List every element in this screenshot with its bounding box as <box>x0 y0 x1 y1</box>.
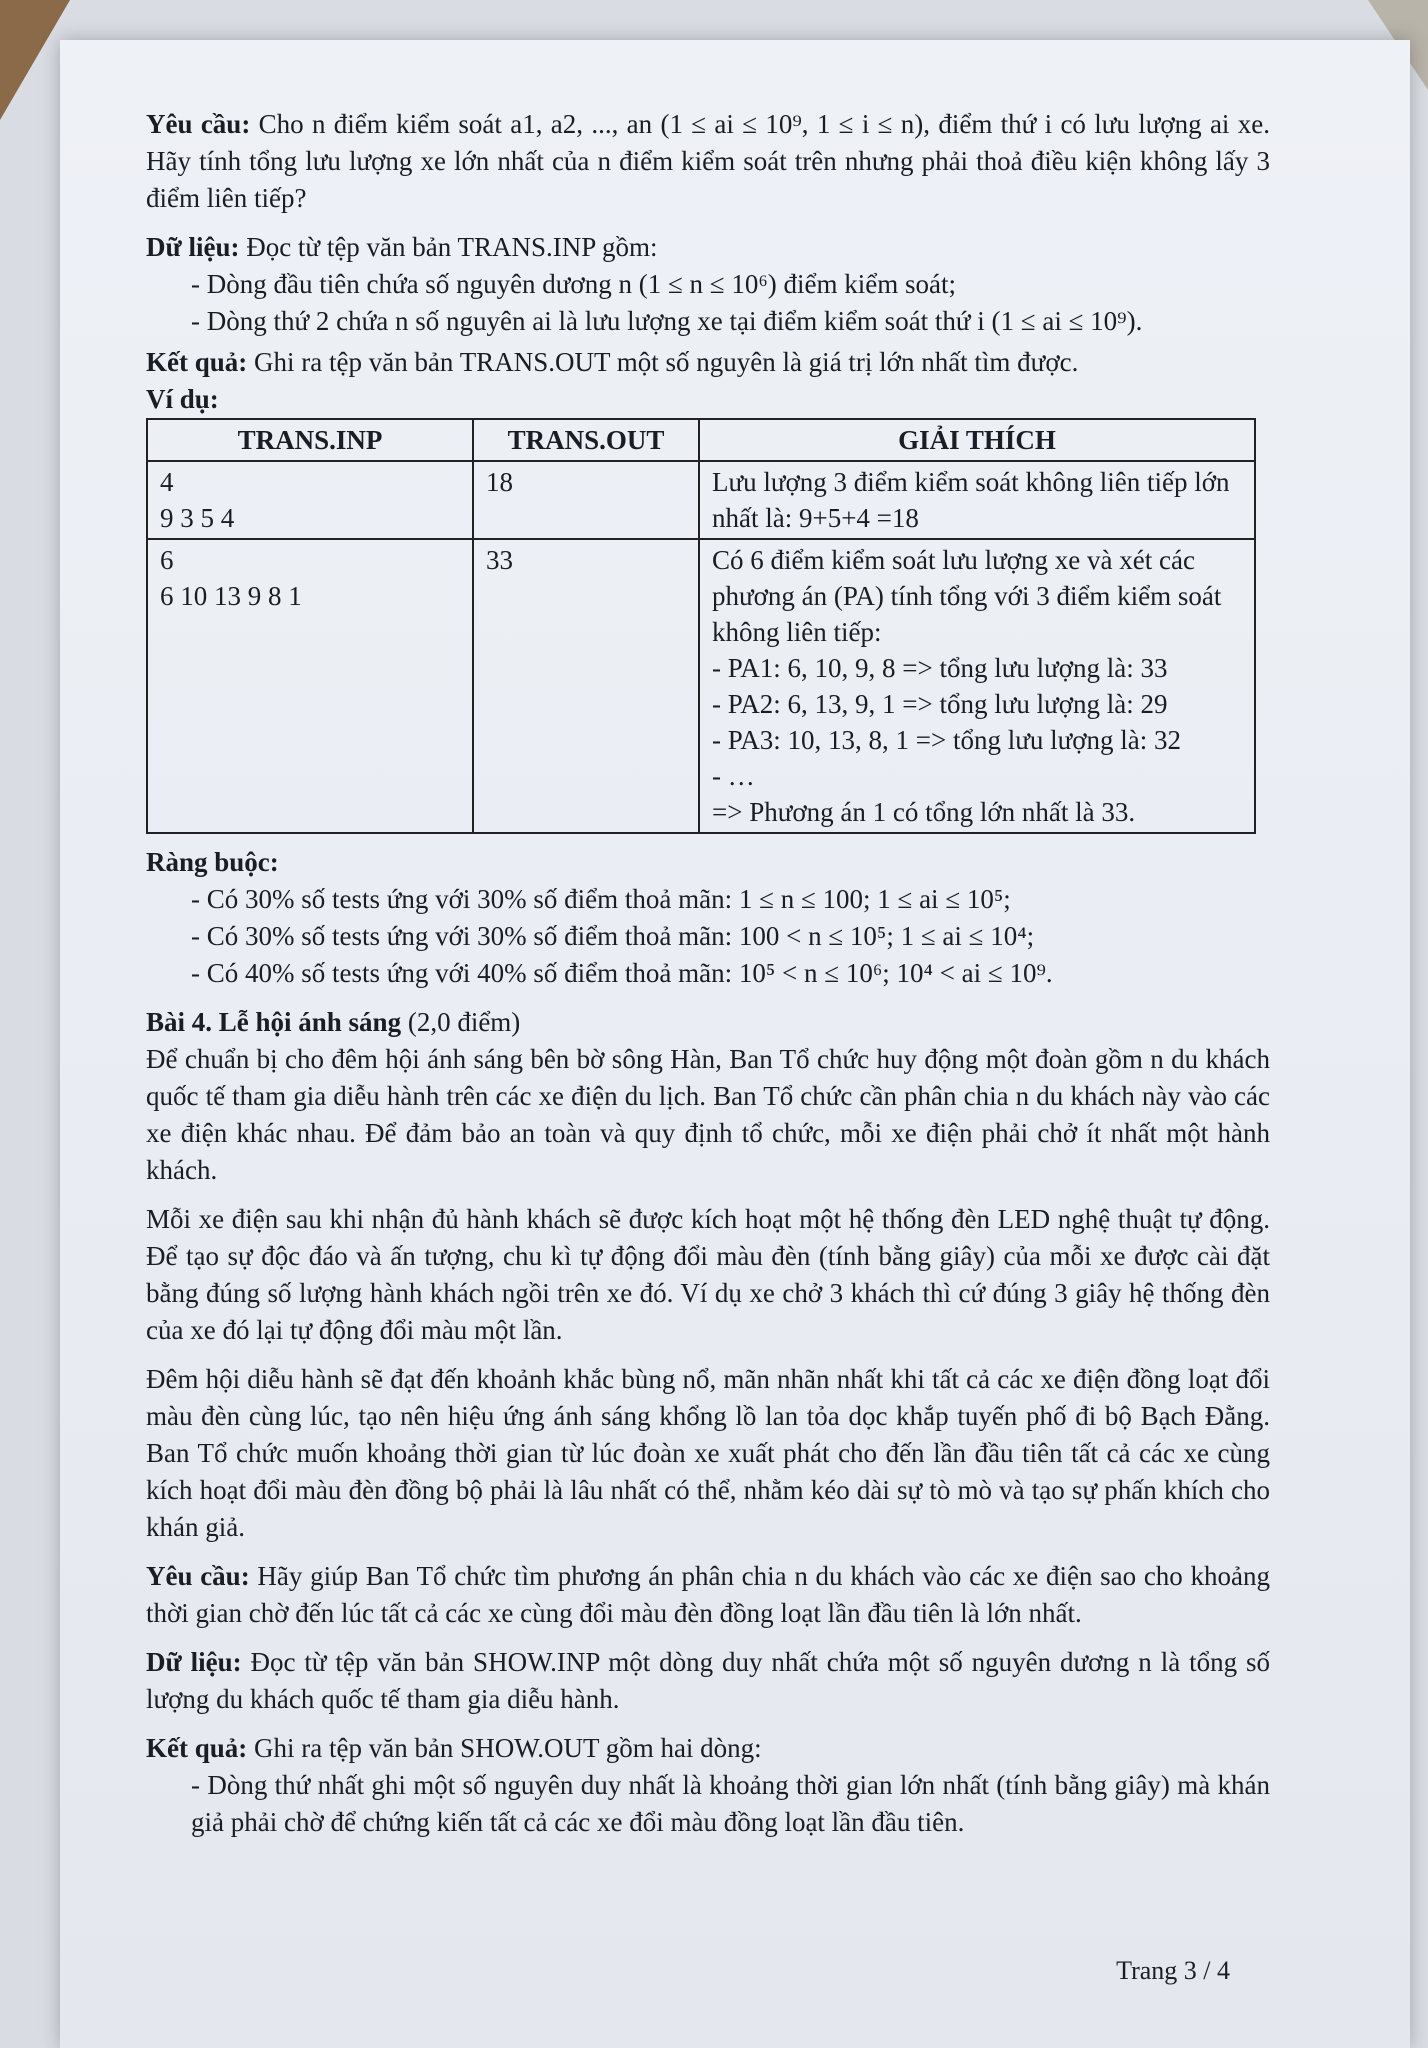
header-explain: GIẢI THÍCH <box>699 419 1255 461</box>
problem4-paragraph-3: Đêm hội diễu hành sẽ đạt đến khoảnh khắc bùng nổ, mãn nhãn nhất khi tất cả các xe điện đồng loạt đổi màu đèn cùng lúc, tạo nên hiệu ứng ánh sáng khổng lồ lan tỏa dọc khắp tuyến phố đi bộ Bạch Đằng. Ban Tổ chức muốn khoảng thời gian từ lúc đoàn xe xuất phát cho đến lần đầu tiên tất cả các xe cùng kích hoạt đổi màu đèn đồng bộ phải là lâu nhất có thể, nhằm kéo dài sự tò mò và tạo sự phấn khích cho khán giả. <box>146 1364 1270 1542</box>
problem4-requirement-label: Yêu cầu: <box>146 1561 250 1591</box>
constraint-line-3: - Có 40% số tests ứng với 40% số điểm thoả mãn: 10⁵ < n ≤ 10⁶; 10⁴ < ai ≤ 10⁹. <box>191 958 1053 988</box>
constraints-label: Ràng buộc: <box>146 847 279 877</box>
header-trans-out: TRANS.OUT <box>473 419 699 461</box>
example-label: Ví dụ: <box>146 384 219 414</box>
problem4-output-line-1: - Dòng thứ nhất ghi một số nguyên duy nhất là khoảng thời gian lớn nhất (tính bằng giây) mà khán giả phải chờ để chứng kiến tất cả các xe đổi màu đồng loạt lần đầu tiên. <box>191 1770 1270 1837</box>
input-line-2: - Dòng thứ 2 chứa n số nguyên ai là lưu lượng xe tại điểm kiểm soát thứ i (1 ≤ ai ≤ 10⁹). <box>191 306 1143 336</box>
problem4-points: (2,0 điểm) <box>407 1007 521 1037</box>
cell-out: 18 <box>473 461 699 539</box>
problem4-heading <box>146 1004 1270 1041</box>
constraint-line-2: - Có 30% số tests ứng với 30% số điểm thoả mãn: 100 < n ≤ 10⁵; 1 ≤ ai ≤ 10⁴; <box>191 921 1035 951</box>
input-label: Dữ liệu: <box>146 232 240 262</box>
cell-explain: Có 6 điểm kiểm soát lưu lượng xe và xét các phương án (PA) tính tổng với 3 điểm kiểm soát không liên tiếp: - PA1: 6, 10, 9, 8 => tổng lưu lượng là: 33 - PA2: 6, 13, 9, 1 => tổng lưu lượng là: 29 - PA3: 10, 13, 8, 1 => tổng lưu lượng là: 32 - … => Phương án 1 có tổng lớn nhất là 33. <box>699 539 1255 833</box>
input-text: Đọc từ tệp văn bản TRANS.INP gồm: <box>246 232 658 262</box>
problem4-title: Bài 4. Lễ hội ánh sáng <box>146 1007 402 1037</box>
requirement-label: Yêu cầu: <box>146 109 251 139</box>
cell-inp: 4 9 3 5 4 <box>147 461 473 539</box>
problem4-output-text: Ghi ra tệp văn bản SHOW.OUT gồm hai dòng: <box>254 1733 762 1763</box>
example-table <box>146 418 1256 834</box>
output-text: Ghi ra tệp văn bản TRANS.OUT một số nguyên là giá trị lớn nhất tìm được. <box>254 347 1079 377</box>
page-content <box>146 106 1270 1841</box>
table-row <box>147 461 1255 539</box>
example-table-header <box>147 419 1255 461</box>
input-line-1: - Dòng đầu tiên chứa số nguyên dương n (1 ≤ n ≤ 10⁶) điểm kiểm soát; <box>191 269 956 299</box>
page-number: Trang 3 / 4 <box>1116 1956 1230 1985</box>
cell-explain: Lưu lượng 3 điểm kiểm soát không liên tiếp lớn nhất là: 9+5+4 =18 <box>699 461 1255 539</box>
input-section <box>146 229 1270 266</box>
problem4-paragraph-1: Để chuẩn bị cho đêm hội ánh sáng bên bờ sông Hàn, Ban Tổ chức huy động một đoàn gồm n du khách quốc tế tham gia diễu hành trên các xe điện du lịch. Ban Tổ chức cần phân chia n du khách này vào các xe điện khác nhau. Để đảm bảo an toàn và quy định tổ chức, mỗi xe điện phải chở ít nhất một hành khách. <box>146 1044 1270 1185</box>
output-section <box>146 344 1270 381</box>
problem4-input <box>146 1644 1270 1718</box>
cell-out: 33 <box>473 539 699 833</box>
cell-inp: 6 6 10 13 9 8 1 <box>147 539 473 833</box>
document-page <box>60 40 1410 2048</box>
table-row <box>147 539 1255 833</box>
problem4-output-label: Kết quả: <box>146 1733 248 1763</box>
output-label: Kết quả: <box>146 347 248 377</box>
header-trans-inp: TRANS.INP <box>147 419 473 461</box>
requirement-paragraph <box>146 106 1270 217</box>
requirement-text: Cho n điểm kiểm soát a1, a2, ..., an (1 ≤ ai ≤ 10⁹, 1 ≤ i ≤ n), điểm thứ i có lưu lượng ai xe. Hãy tính tổng lưu lượng xe lớn nhất của n điểm kiểm soát trên nhưng phải thoả điều kiện không lấy 3 điểm liên tiếp? <box>146 109 1270 213</box>
problem4-input-text: Đọc từ tệp văn bản SHOW.INP một dòng duy nhất chứa một số nguyên dương n là tổng số lượng du khách quốc tế tham gia diễu hành. <box>146 1647 1270 1714</box>
problem4-output <box>146 1730 1270 1767</box>
problem4-requirement <box>146 1558 1270 1632</box>
problem4-requirement-text: Hãy giúp Ban Tổ chức tìm phương án phân chia n du khách vào các xe điện sao cho khoảng thời gian chờ đến lúc tất cả các xe cùng đổi màu đèn đồng loạt lần đầu tiên là lớn nhất. <box>146 1561 1270 1628</box>
constraint-line-1: - Có 30% số tests ứng với 30% số điểm thoả mãn: 1 ≤ n ≤ 100; 1 ≤ ai ≤ 10⁵; <box>191 884 1011 914</box>
problem4-paragraph-2: Mỗi xe điện sau khi nhận đủ hành khách sẽ được kích hoạt một hệ thống đèn LED nghệ thuật tự động. Để tạo sự độc đáo và ấn tượng, chu kì tự động đổi màu đèn (tính bằng giây) của mỗi xe được cài đặt bằng đúng số lượng hành khách ngồi trên xe đó. Ví dụ xe chở 3 khách thì cứ đúng 3 giây hệ thống đèn của xe đó lại tự động đổi màu một lần. <box>146 1204 1270 1345</box>
problem4-input-label: Dữ liệu: <box>146 1647 242 1677</box>
